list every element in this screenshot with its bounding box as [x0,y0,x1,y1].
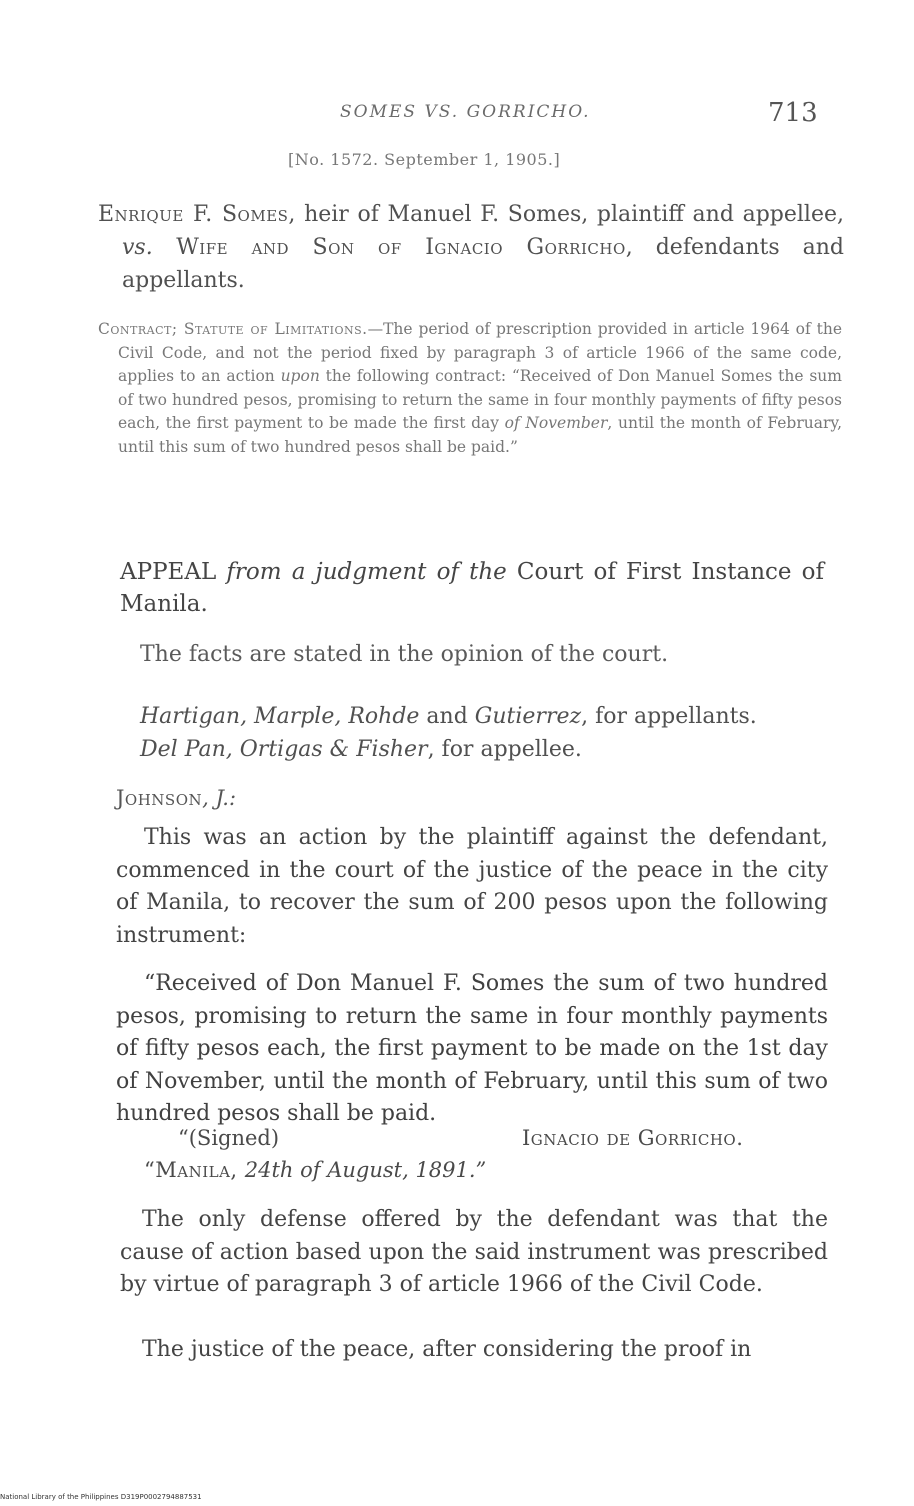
signature-line [178,1126,828,1158]
appellants-names-1: Hartigan, Marple, Rohde [140,704,420,729]
running-head [0,98,914,138]
quoted-instrument: “Received of Don Manuel F. Somes the sum of two hundred pesos, promising to return the same in four monthly payments of fifty pesos each, the first payment to be made on the 1st day of November, until the month of February, until this sum of two hundred pesos shall be paid. [116,971,828,1126]
syllabus-text-2: the following contract: “Received of Don Manuel Somes the sum of two hundred pesos, promising to return the same in four monthly payments of fifty pesos each, the first payment to be made the first day [118,367,842,433]
syllabus [98,318,842,460]
facts-statement: The facts are stated in the opinion of the court. [140,642,669,667]
signed-label: “(Signed) [178,1126,280,1150]
page-number: 713 [768,98,818,128]
appeal-line [120,556,824,620]
versus: vs. [122,235,153,260]
opinion-paragraph-3: The justice of the peace, after considering the proof in [142,1337,752,1362]
signer-name: Ignacio de Gorricho. [522,1126,744,1150]
dateline-place: “Manila, [144,1158,245,1182]
justice-heading [116,786,236,810]
appeal-lead: APPEAL [120,559,227,585]
appeal-italic: from a judgment of the [226,559,517,585]
syllabus-text-1: —The period of prescription provided in article 1964 of the Civil Code, and not the period fixed by paragraph 3 of article 1966 of the same code, applies to an action [118,320,842,386]
plaintiff-description: , heir of Manuel F. Somes, plaintiff and appellee, [288,202,844,227]
syllabus-text-3: , until the month of February, until this sum of two hundred pesos shall be paid.” [118,414,842,456]
appellee-role: , for appellee. [427,737,582,762]
syllabus-heading: Contract; Statute of Limitations. [98,320,368,338]
dateline [144,1158,486,1182]
plaintiff-name: Enrique F. Somes [98,202,289,227]
syllabus-italic-1: upon [280,367,320,386]
counsel [140,700,840,766]
appellants-role: , for appellants. [581,704,757,729]
justice-name: Johnson [116,786,203,810]
appellants-names-2: Gutierrez [474,704,582,729]
counsel-appellants [140,700,840,733]
justice-title: , J.: [202,786,237,810]
appellee-names: Del Pan, Ortigas & Fisher [140,737,428,762]
appeal-court: Court of First Instance of Manila. [120,559,825,617]
case-number: [No. 1572. September 1, 1905.] [288,150,561,169]
running-title: SOMES VS. GORRICHO. [340,102,591,122]
defendant-description: , defendants and appellants. [122,235,845,293]
counsel-appellee [140,733,840,766]
dateline-date: 24th of August, 1891.” [244,1158,487,1182]
defendant-name: Wife and Son of Ignacio Gorricho [152,235,626,260]
footer-scan-id: National Library of the Philippines D319P0002794887531 [0,1493,202,1501]
counsel-and: and [419,704,475,729]
case-parties [98,198,844,297]
opinion-paragraph-1: This was an action by the plaintiff against the defendant, commenced in the court of the justice of the peace in the city of Manila, to recover the sum of 200 pesos upon the following instrument: [116,825,828,948]
opinion-paragraph-2: The only defense offered by the defendant was that the cause of action based upon the said instrument was prescribed by virtue of paragraph 3 of article 1966 of the Civil Code. [120,1207,828,1297]
syllabus-italic-2: of November [504,414,608,433]
